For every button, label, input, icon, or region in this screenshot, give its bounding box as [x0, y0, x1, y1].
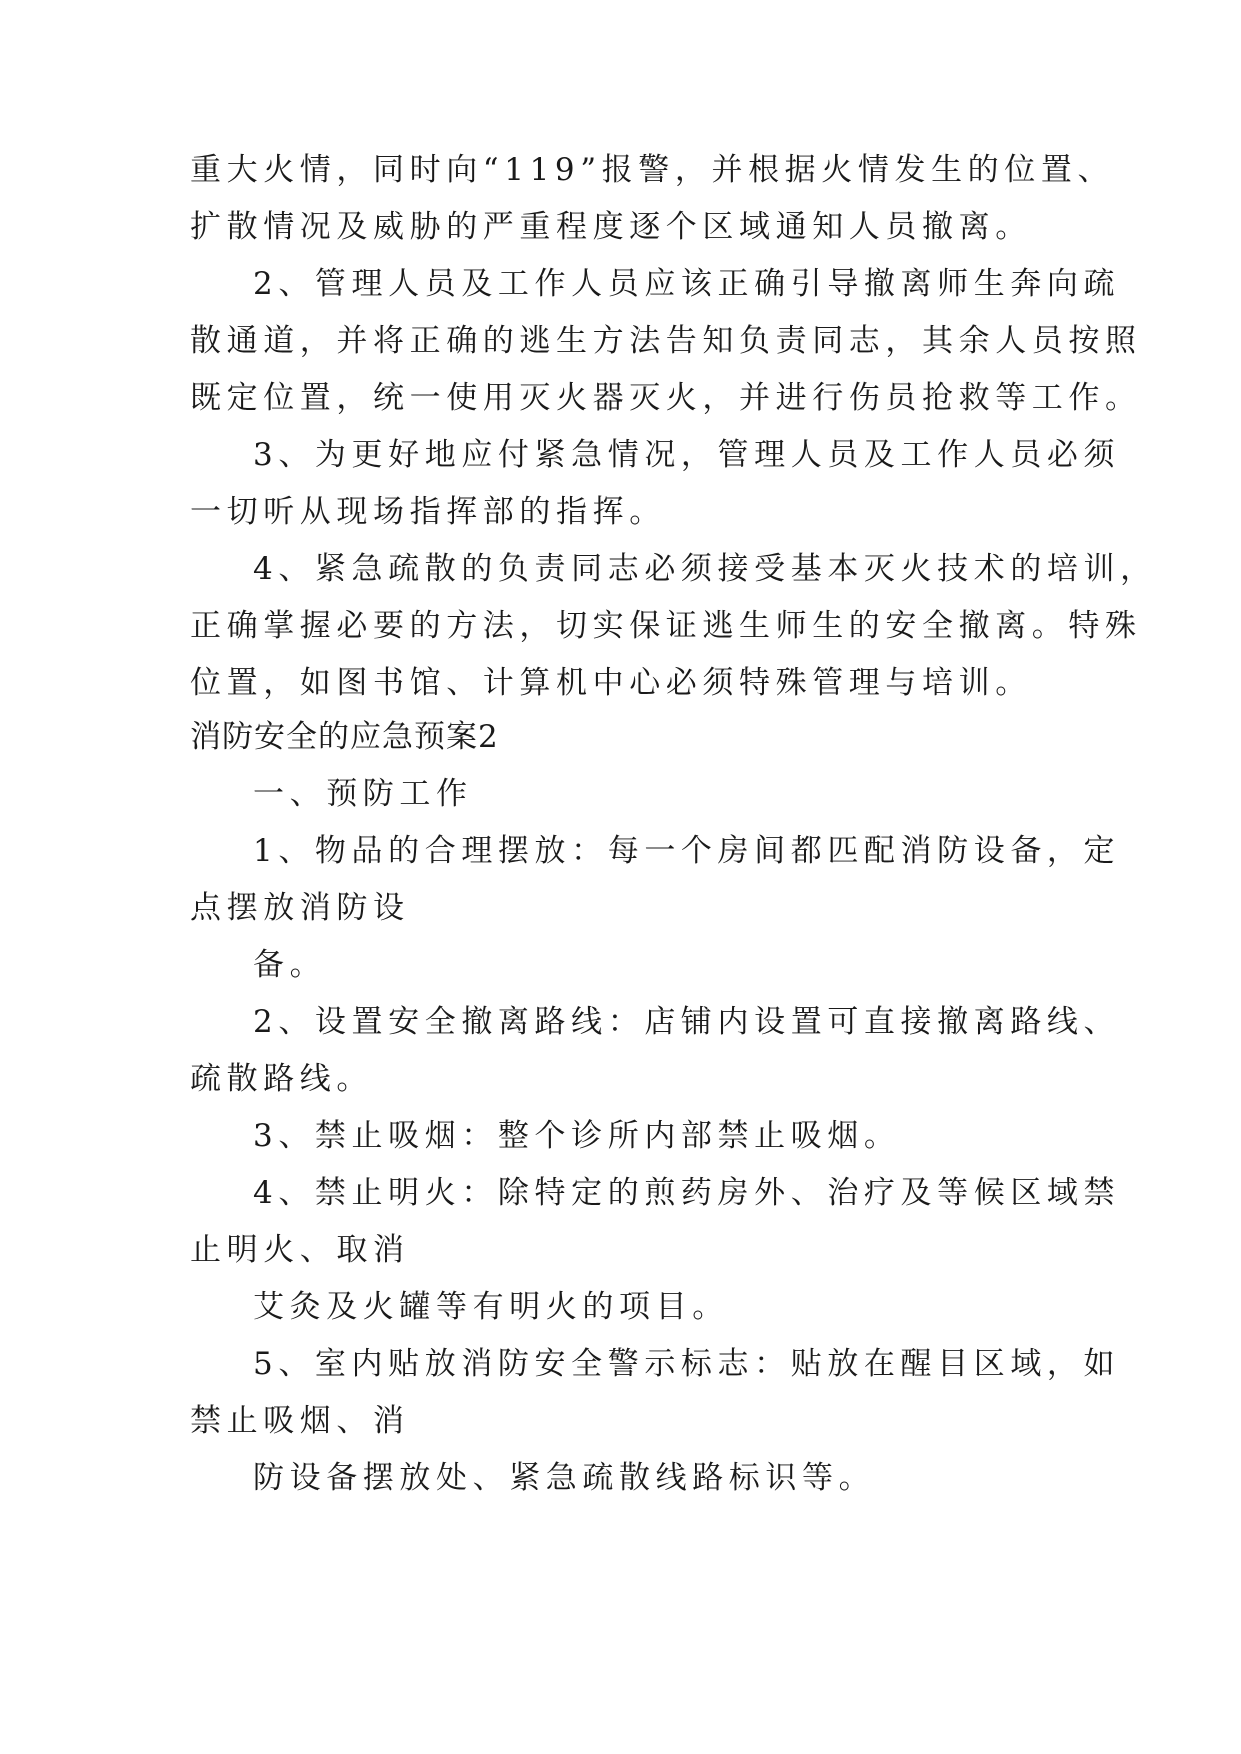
body-text-line: 点摆放消防设: [190, 890, 410, 926]
continuation-line: 备。: [253, 947, 327, 983]
body-text-line: 一切听从现场指挥部的指挥。: [190, 494, 666, 530]
paragraph-start-line: 1、物品的合理摆放：每一个房间都匹配消防设备，定: [253, 833, 1121, 869]
continuation-line: 防设备摆放处、紧急疏散线路标识等。: [253, 1460, 876, 1496]
body-text-line: 止明火、取消: [190, 1232, 410, 1268]
paragraph-start-line: 5、室内贴放消防安全警示标志：贴放在醒目区域，如: [253, 1346, 1121, 1382]
body-text-line: 散通道，并将正确的逃生方法告知负责同志，其余人员按照: [190, 323, 1142, 359]
paragraph-start-line: 3、禁止吸烟：整个诊所内部禁止吸烟。: [253, 1118, 901, 1154]
continuation-line: 艾灸及火罐等有明火的项目。: [253, 1289, 729, 1325]
paragraph-start-line: 2、设置安全撤离路线：店铺内设置可直接撤离路线、: [253, 1004, 1121, 1040]
body-text-line: 扩散情况及威胁的严重程度逐个区域通知人员撤离。: [190, 209, 1032, 245]
paragraph-start-line: 3、为更好地应付紧急情况，管理人员及工作人员必须: [253, 437, 1121, 473]
paragraph-start-line: 4、禁止明火：除特定的煎药房外、治疗及等候区域禁: [253, 1175, 1121, 1211]
body-text-line: 重大火情，同时向“119”报警，并根据火情发生的位置、: [190, 152, 1115, 188]
body-text-line: 既定位置，统一使用灭火器灭火，并进行伤员抢救等工作。: [190, 380, 1142, 416]
paragraph-start-line: 2、管理人员及工作人员应该正确引导撤离师生奔向疏: [253, 266, 1121, 302]
body-text-line: 疏散路线。: [190, 1061, 373, 1097]
body-text-line: 位置，如图书馆、计算机中心必须特殊管理与培训。: [190, 665, 1032, 701]
subsection-heading: 一、预防工作: [253, 776, 473, 812]
body-text-line: 正确掌握必要的方法，切实保证逃生师生的安全撤离。特殊: [190, 608, 1142, 644]
section-heading: 消防安全的应急预案2: [190, 719, 499, 755]
body-text-line: 禁止吸烟、消: [190, 1403, 410, 1439]
paragraph-start-line: 4、紧急疏散的负责同志必须接受基本灭火技术的培训，: [253, 551, 1157, 587]
